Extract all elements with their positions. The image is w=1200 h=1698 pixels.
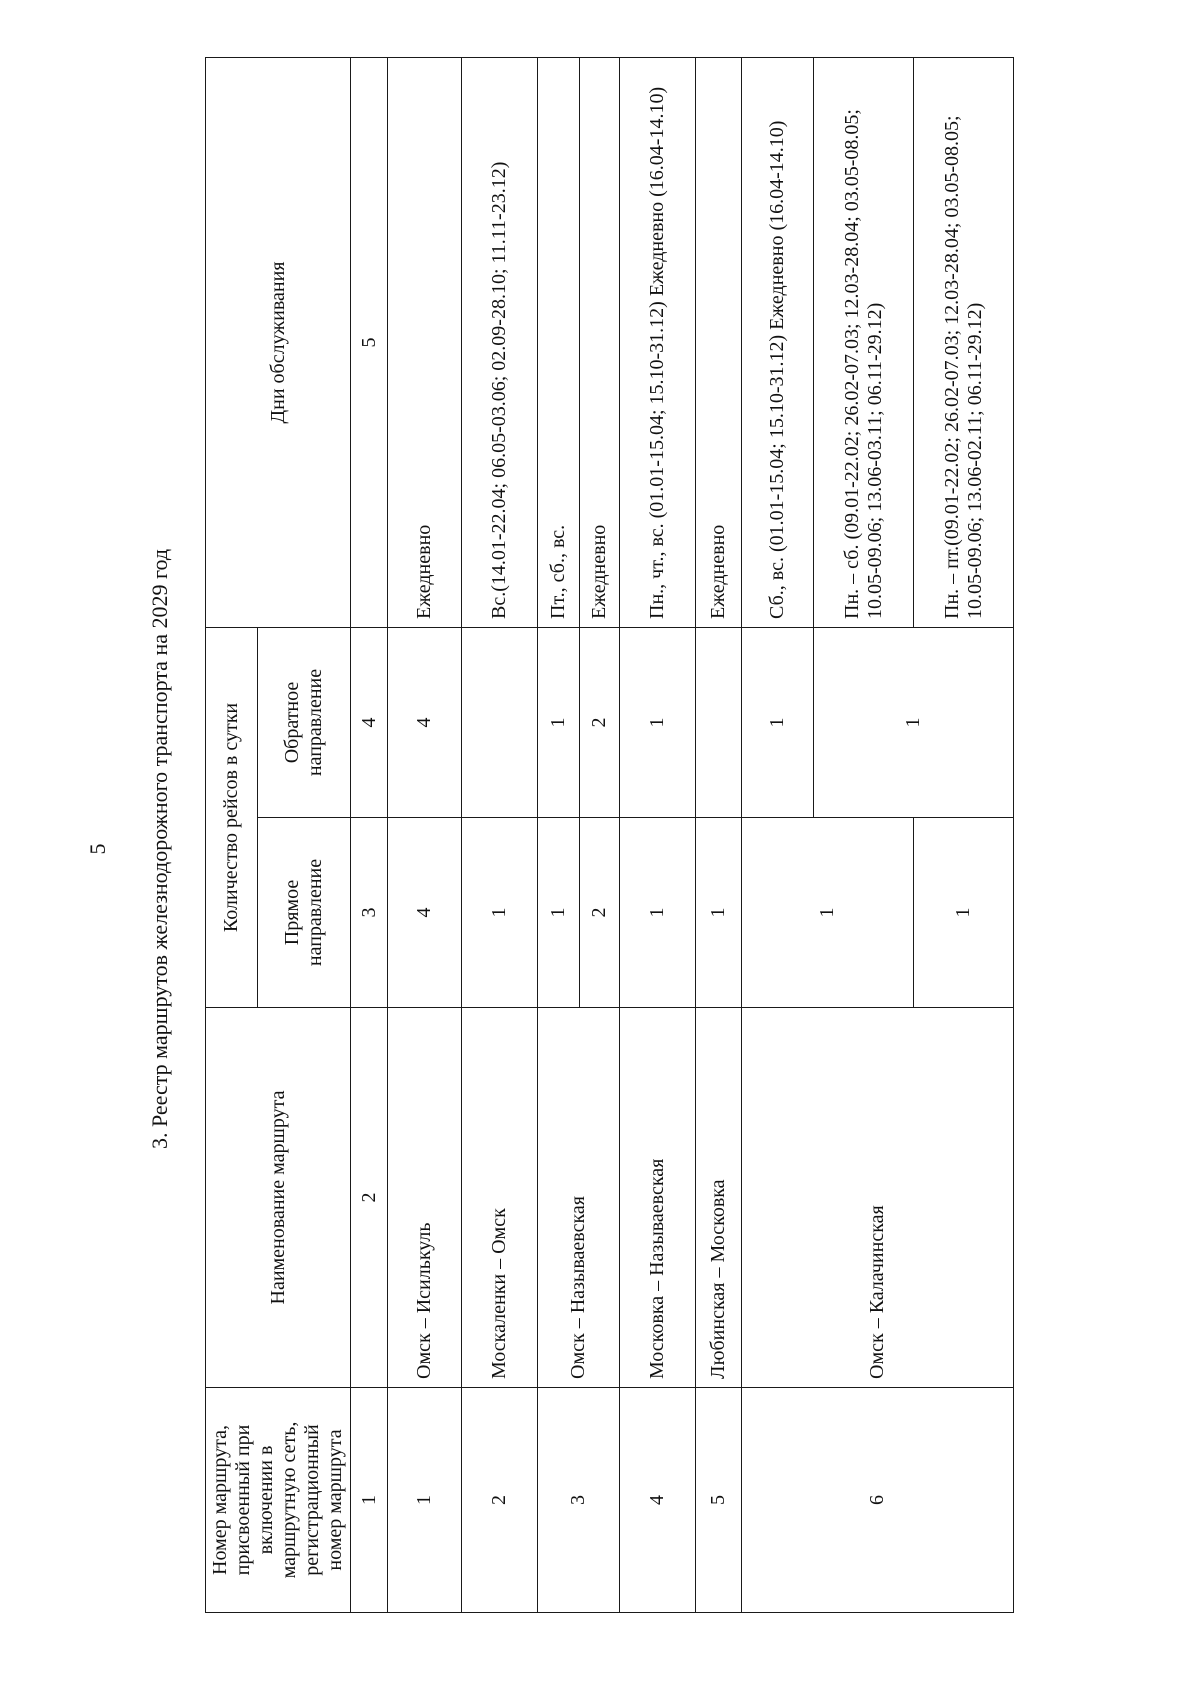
header-route-number: Номер маршрута, присвоенный при включении в маршрутную сеть, регистрационный номер маршрута <box>206 1388 351 1613</box>
reverse-trips: 4 <box>388 628 462 818</box>
route-number: 6 <box>742 1388 1014 1613</box>
table-row <box>538 58 580 1613</box>
route-name: Омск – Калачинская <box>742 1008 1014 1388</box>
reverse-trips: 1 <box>742 628 814 818</box>
service-days: Сб., вс. (01.01-15.04; 15.10-31.12) Ежедневно (16.04-14.10) <box>742 58 814 628</box>
route-number: 1 <box>388 1388 462 1613</box>
forward-trips: 1 <box>462 818 538 1008</box>
table-row <box>742 58 814 1613</box>
forward-trips: 1 <box>538 818 580 1008</box>
route-name: Любинская – Московка <box>696 1008 742 1388</box>
header-trips-per-day: Количество рейсов в сутки <box>206 628 258 1008</box>
service-days: Вс.(14.01-22.04; 06.05-03.06; 02.09-28.10; 11.11-23.12) <box>462 58 538 628</box>
table-row <box>462 58 538 1613</box>
header-forward-direction: Прямое направление <box>258 818 351 1008</box>
service-days: Ежедневно <box>388 58 462 628</box>
column-number: 4 <box>351 628 388 818</box>
service-days: Ежедневно <box>696 58 742 628</box>
page-number: 5 <box>85 843 110 855</box>
header-service-days: Дни обслуживания <box>206 58 351 628</box>
service-days: Пн., чт., вс. (01.01-15.04; 15.10-31.12) Ежедневно (16.04-14.10) <box>620 58 696 628</box>
header-route-name: Наименование маршрута <box>206 1008 351 1388</box>
column-number: 3 <box>351 818 388 1008</box>
forward-trips: 1 <box>914 818 1014 1008</box>
reverse-trips: 1 <box>814 628 1014 818</box>
reverse-trips: 1 <box>620 628 696 818</box>
reverse-trips <box>696 628 742 818</box>
forward-trips: 2 <box>580 818 620 1008</box>
route-number: 2 <box>462 1388 538 1613</box>
service-days: Пн. – пт.(09.01-22.02; 26.02-07.03; 12.03-28.04; 03.05-08.05; 10.05-09.06; 13.06-02.11; 06.11-29.12) <box>914 58 1014 628</box>
route-name: Омск – Называевская <box>538 1008 620 1388</box>
forward-trips: 4 <box>388 818 462 1008</box>
table-header-row <box>206 58 258 1613</box>
column-number-row <box>351 58 388 1613</box>
header-reverse-direction: Обратное направление <box>258 628 351 818</box>
routes-registry-table <box>205 57 1014 1613</box>
table-row <box>620 58 696 1613</box>
column-number: 5 <box>351 58 388 628</box>
route-name: Омск – Исилькуль <box>388 1008 462 1388</box>
service-days: Ежедневно <box>580 58 620 628</box>
table-row <box>696 58 742 1613</box>
route-number: 4 <box>620 1388 696 1613</box>
table-row <box>388 58 462 1613</box>
service-days: Пн. – сб. (09.01-22.02; 26.02-07.03; 12.03-28.04; 03.05-08.05; 10.05-09.06; 13.06-03.11; 06.11-29.12) <box>814 58 914 628</box>
forward-trips: 1 <box>696 818 742 1008</box>
reverse-trips: 1 <box>538 628 580 818</box>
document-title: 3. Реестр маршрутов железнодорожного транспорта на 2029 год <box>147 548 172 1150</box>
route-number: 5 <box>696 1388 742 1613</box>
service-days: Пт., сб., вс. <box>538 58 580 628</box>
forward-trips: 1 <box>742 818 914 1008</box>
route-name: Московка – Называевская <box>620 1008 696 1388</box>
column-number: 1 <box>351 1388 388 1613</box>
reverse-trips: 2 <box>580 628 620 818</box>
route-number: 3 <box>538 1388 620 1613</box>
column-number: 2 <box>351 1008 388 1388</box>
reverse-trips <box>462 628 538 818</box>
forward-trips: 1 <box>620 818 696 1008</box>
route-name: Москаленки – Омск <box>462 1008 538 1388</box>
